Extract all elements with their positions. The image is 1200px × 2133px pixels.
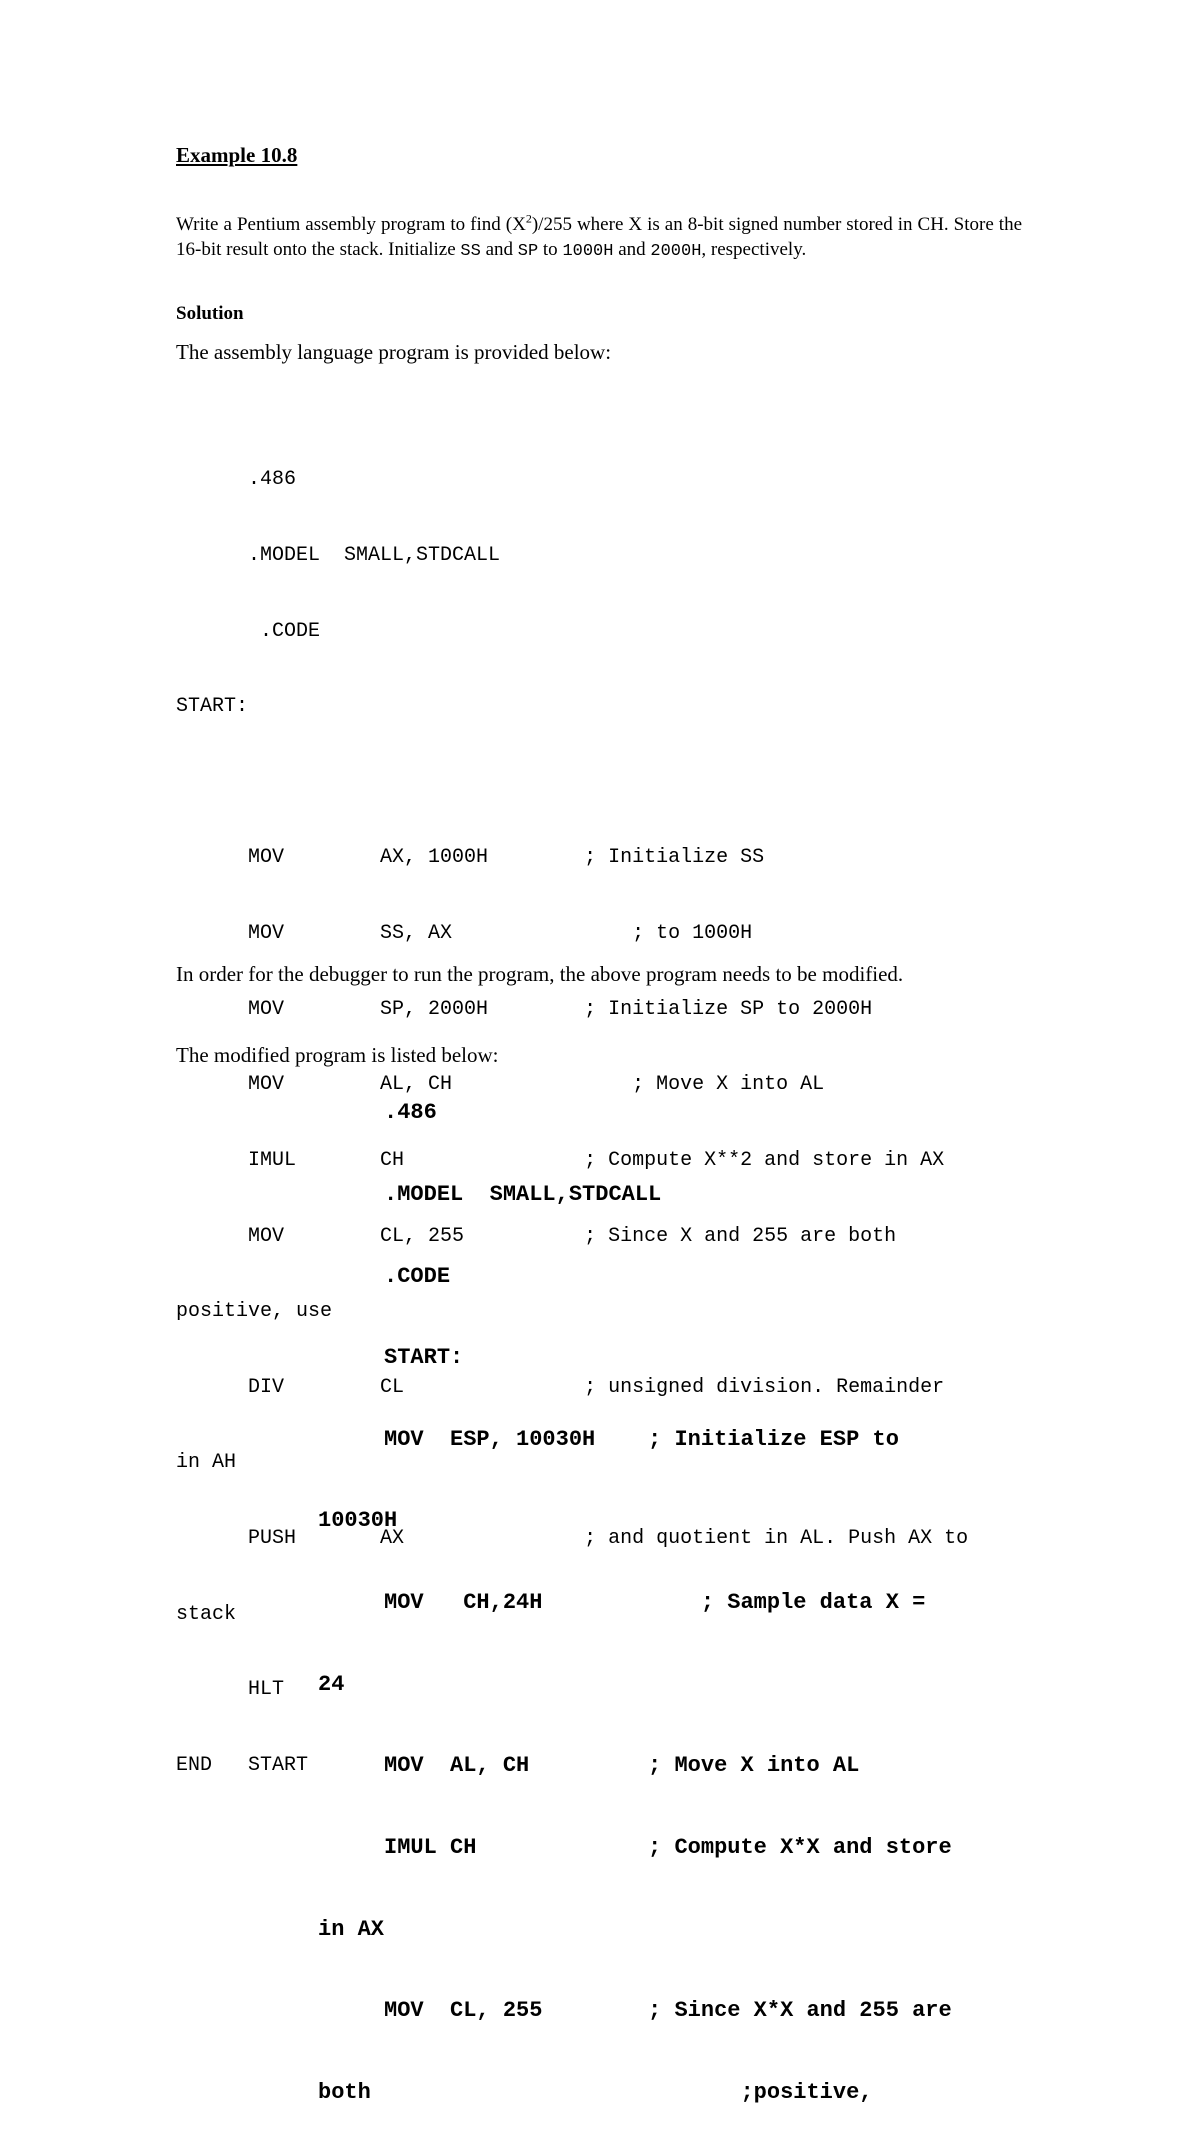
intro-text: The assembly language program is provided below: (176, 340, 612, 364)
problem-text-end: , respectively. (701, 239, 807, 260)
code-line: in AX (318, 1916, 385, 1942)
code-line: MOV AL, CH ; Move X into AL (318, 1753, 860, 1779)
register-ss: SS (460, 242, 481, 261)
code-line: .486 (318, 1100, 437, 1126)
value-1000h: 1000H (562, 242, 614, 261)
code-line: .MODEL SMALL,STDCALL (318, 1182, 662, 1208)
code-line: in AH (176, 1451, 237, 1475)
problem-text-part2: )/255 where X is an 8-bit signed number stored in (531, 214, 913, 235)
problem-text-part1: Write a Pentium assembly program to find (X (176, 214, 526, 235)
problem-text-and2: and (613, 239, 651, 260)
code-line: IMUL CH ; Compute X*X and store (318, 1834, 952, 1860)
code-line: MOV AX, 1000H ; Initialize SS (176, 846, 765, 870)
exponent-superscript: 2 (525, 211, 532, 226)
code-line (176, 770, 968, 795)
code-line: MOV SS, AX ; to 1000H (176, 922, 753, 946)
code-line: START: (176, 695, 249, 719)
code-line: END START (176, 1753, 309, 1777)
code-line: START: (318, 1345, 464, 1371)
code-line: DIV CL ; unsigned division. Remainder (176, 1375, 945, 1399)
code-line: .CODE (318, 1263, 451, 1289)
code-line: MOV CL, 255 ; Since X*X and 255 are (318, 1998, 952, 2024)
code-line: positive, use (176, 1300, 333, 1324)
code-line: stack (176, 1602, 237, 1626)
paragraph-line: In order for the debugger to run the program, the above program needs to be modified. (176, 962, 904, 986)
example-title: Example 10.8 (176, 143, 298, 167)
code-line: 24 (318, 1671, 345, 1697)
code-line: .CODE (176, 619, 321, 643)
code-line: MOV ESP, 10030H ; Initialize ESP to (318, 1426, 899, 1452)
code-line: MOV SP, 2000H ; Initialize SP to 2000H (176, 997, 873, 1021)
code-line: PUSH AX ; and quotient in AL. Push AX to (176, 1526, 969, 1550)
value-2000h: 2000H (650, 242, 702, 261)
code-line: MOV CH,24H ; Sample data X = (318, 1590, 926, 1616)
register-sp: SP (517, 242, 539, 261)
code-line: 10030H (318, 1508, 398, 1534)
code-line: .486 (176, 468, 297, 492)
code-line: MOV AL, CH ; Move X into AL (176, 1073, 825, 1097)
code-line: IMUL CH ; Compute X**2 and store in AX (176, 1148, 945, 1172)
problem-text-to: to (538, 239, 563, 260)
problem-text-line2: CH. Store the 16-bit result onto the stack. Initialize (176, 214, 1023, 260)
problem-statement (176, 212, 1022, 264)
problem-text-and1: and (480, 239, 518, 260)
program-listing-modified (318, 1045, 952, 2133)
code-line: MOV CL, 255 ; Since X and 255 are both (176, 1224, 897, 1248)
code-line: both ;positive, (318, 2079, 873, 2105)
paragraph-line: The modified program is listed below: (176, 1043, 499, 1067)
code-line: HLT (176, 1678, 285, 1702)
solution-heading: Solution (176, 303, 244, 324)
code-line: .MODEL SMALL,STDCALL (176, 544, 501, 568)
